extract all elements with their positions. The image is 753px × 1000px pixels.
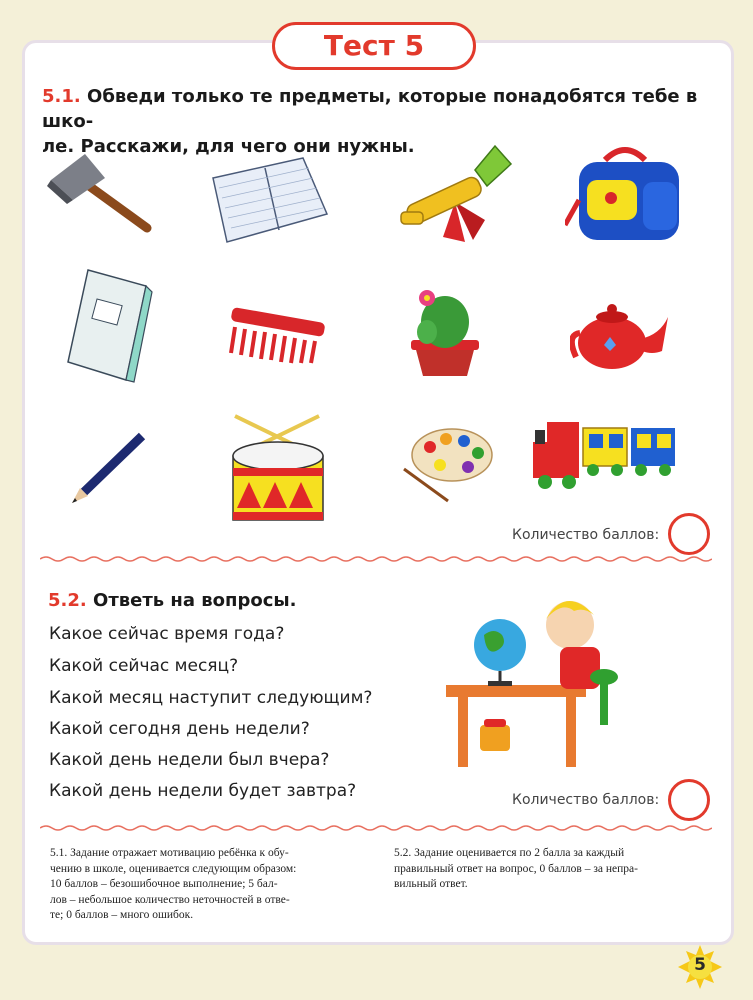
question-2: Какой сейчас месяц? — [49, 656, 239, 676]
question-3: Какой месяц наступит следующим? — [49, 688, 373, 708]
page-number: 5 — [694, 955, 706, 975]
task-2-number: 5.2. — [48, 590, 87, 611]
note-5-1-line: 5.1. Задание отражает мотивацию ребёнка к обу- — [50, 847, 289, 859]
drum-icon[interactable] — [225, 412, 330, 530]
hammer-icon[interactable] — [45, 148, 155, 233]
note-5-1-line: лов – небольшое количество неточностей в отве- — [50, 893, 290, 906]
divider-1 — [40, 555, 712, 563]
task-1-text-2: ле. Расскажи, для чего они нужны. — [42, 136, 415, 157]
notebook-icon[interactable] — [205, 150, 330, 245]
palette-icon[interactable] — [400, 425, 495, 505]
task-1-number: 5.1. — [42, 86, 81, 107]
backpack-icon[interactable] — [565, 140, 690, 245]
trumpet-icon[interactable] — [395, 142, 515, 252]
book-icon[interactable] — [60, 264, 155, 384]
note-5-2 — [394, 846, 708, 893]
note-5-1 — [50, 846, 368, 924]
question-4: Какой сегодня день недели? — [49, 719, 310, 739]
train-icon[interactable] — [527, 408, 692, 494]
note-5-2-line: вильный ответ. — [394, 878, 468, 890]
score-label-2: Количество баллов: — [512, 792, 660, 808]
page-title: Тест 5 — [272, 22, 476, 70]
task-2-heading — [48, 588, 297, 613]
teapot-icon[interactable] — [570, 295, 670, 375]
divider-2 — [40, 824, 712, 832]
note-5-1-line: те; 0 баллов – много ошибок. — [50, 909, 194, 921]
score-circle-2[interactable] — [668, 779, 710, 821]
question-6: Какой день недели будет завтра? — [49, 781, 357, 801]
cactus-icon[interactable] — [405, 288, 485, 380]
pencil-icon[interactable] — [70, 430, 150, 505]
question-5: Какой день недели был вчера? — [49, 750, 330, 770]
question-1: Какое сейчас время года? — [49, 624, 285, 644]
comb-icon[interactable] — [225, 305, 330, 365]
note-5-1-line: чению в школе, оценивается следующим образом: — [50, 862, 297, 875]
note-5-2-line: правильный ответ на вопрос, 0 баллов – за непра- — [394, 862, 638, 875]
task-1-text: Обведи только те предметы, которые понадобятся тебе в шко- — [42, 86, 698, 132]
note-5-1-line: 10 баллов – безошибочное выполнение; 5 бал- — [50, 878, 278, 890]
score-circle-1[interactable] — [668, 513, 710, 555]
score-label-1: Количество баллов: — [512, 527, 660, 543]
task-2-text: Ответь на вопросы. — [93, 590, 297, 611]
child-at-desk-illustration — [440, 585, 640, 770]
note-5-2-line: 5.2. Задание оценивается по 2 балла за каждый — [394, 847, 625, 859]
